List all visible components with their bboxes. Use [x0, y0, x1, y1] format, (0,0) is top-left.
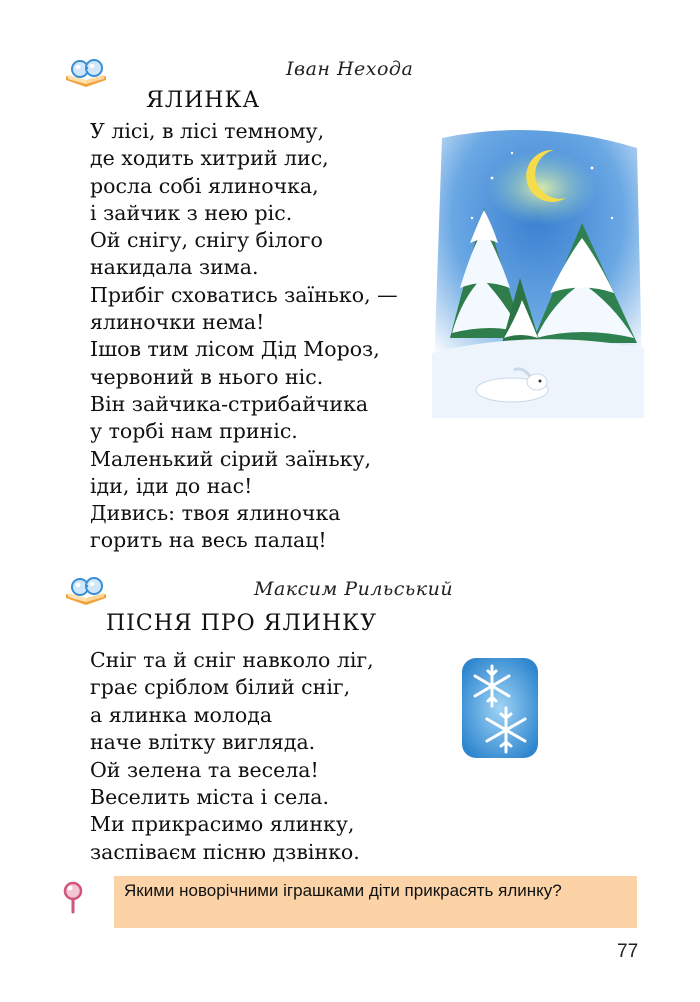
verse-line: накидала зима.	[90, 255, 259, 280]
verse-line: червоний в нього ніс.	[90, 364, 324, 389]
poem-title: ЯЛИНКА	[146, 88, 261, 113]
book-reading-icon	[62, 574, 112, 608]
book-reading-icon	[62, 56, 112, 90]
verse-line: У лісі, в лісі темному,	[90, 119, 325, 143]
verse-line: Ми прикрасимо ялинку,	[90, 812, 355, 837]
verse-line: ялиночки нема!	[90, 310, 265, 335]
verse-line: заспіваєм пісню дзвінко.	[90, 839, 360, 864]
verse-line: росла собі ялиночка,	[90, 173, 319, 198]
snowflake-illustration	[458, 656, 542, 760]
winter-forest-illustration	[432, 128, 644, 418]
magnifier-icon	[58, 880, 88, 914]
verse-line: Ой зелена та весела!	[90, 757, 319, 782]
verse-line: наче влітку вигляда.	[90, 730, 316, 755]
page-number: 77	[617, 941, 639, 962]
poem-text	[90, 118, 398, 555]
verse-line: Дивись: твоя ялиночка	[90, 501, 341, 526]
verse-line: Прибіг сховатись заїнько, —	[90, 282, 398, 307]
verse-line: Сніг та й сніг навколо ліг,	[90, 648, 374, 672]
verse-line: де ходить хитрий лис,	[90, 146, 329, 171]
poem-text	[90, 647, 374, 866]
poem-author: Максим Рильський	[254, 578, 454, 600]
poem-title: ПІСНЯ ПРО ЯЛИНКУ	[106, 611, 378, 636]
question-box: Якими новорічними іграшками діти прикрасять ялинку?	[114, 876, 637, 928]
verse-line: горить на весь палац!	[90, 528, 327, 553]
verse-line: і зайчик з нею ріс.	[90, 200, 293, 225]
verse-line: грає сріблом білий сніг,	[90, 675, 351, 700]
verse-line: а ялинка молода	[90, 702, 273, 727]
verse-line: Веселить міста і села.	[90, 785, 330, 810]
verse-line: Маленький сірий заїньку,	[90, 446, 372, 471]
verse-line: у торбі нам приніс.	[90, 419, 298, 444]
verse-line: іди, іди до нас!	[90, 473, 253, 498]
verse-line: Він зайчика-стрибайчика	[90, 391, 369, 416]
verse-line: Ой снігу, снігу білого	[90, 228, 323, 253]
verse-line: Ішов тим лісом Дід Мороз,	[90, 337, 380, 362]
poem-author: Іван Нехода	[286, 58, 414, 80]
